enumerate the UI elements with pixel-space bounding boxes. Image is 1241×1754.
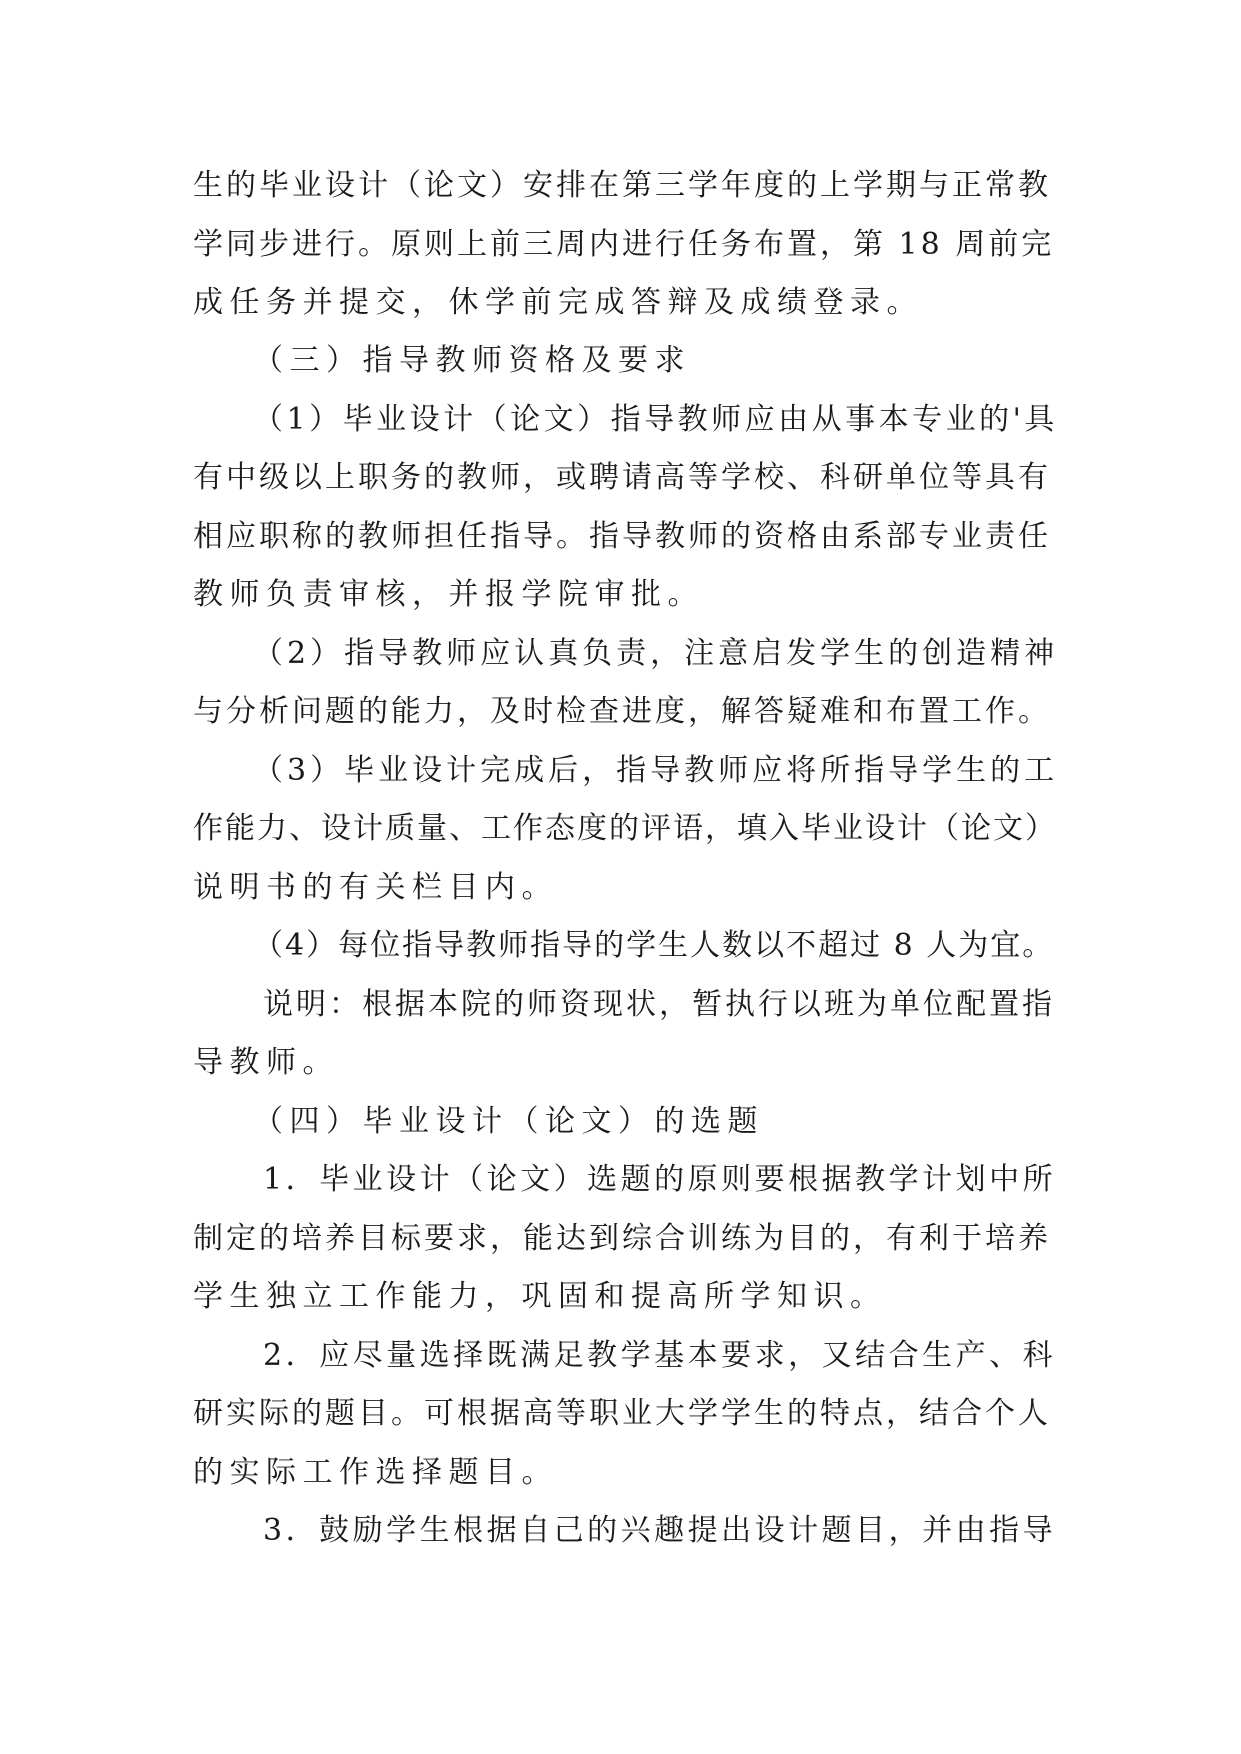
section-heading: （四）毕业设计（论文）的选题 [253, 1104, 764, 1139]
paragraph-line: 1．毕业设计（论文）选题的原则要根据教学计划中所 [263, 1162, 1057, 1197]
paragraph-line: （4）每位指导教师指导的学生人数以不超过 8 人为宜。 [253, 928, 1055, 963]
paragraph-line: （1）毕业设计（论文）指导教师应由从事本专业的'具 [253, 402, 1058, 437]
paragraph-line: 的实际工作选择题目。 [193, 1455, 558, 1490]
paragraph-line: 3．鼓励学生根据自己的兴趣提出设计题目，并由指导 [263, 1513, 1057, 1548]
paragraph-line: （3）毕业设计完成后，指导教师应将所指导学生的工 [253, 753, 1059, 788]
section-heading: （三）指导教师资格及要求 [253, 343, 691, 378]
paragraph-line: 相应职称的教师担任指导。指导教师的资格由系部专业责任 [193, 519, 1051, 554]
paragraph-line: 生的毕业设计（论文）安排在第三学年度的上学期与正常教 [193, 168, 1051, 203]
paragraph-line: （2）指导教师应认真负责，注意启发学生的创造精神 [253, 636, 1059, 671]
paragraph-line: 2．应尽量选择既满足教学基本要求，又结合生产、科 [263, 1338, 1057, 1373]
paragraph-line: 作能力、设计质量、工作态度的评语，填入毕业设计（论文） [193, 811, 1057, 846]
paragraph-line: 学同步进行。原则上前三周内进行任务布置，第 18 周前完 [193, 227, 1055, 262]
paragraph-line: 与分析问题的能力，及时检查进度，解答疑难和布置工作。 [193, 694, 1051, 729]
paragraph-line: 教师负责审核，并报学院审批。 [193, 577, 704, 612]
paragraph-line: 有中级以上职务的教师，或聘请高等学校、科研单位等具有 [193, 460, 1051, 495]
paragraph-line: 说明书的有关栏目内。 [193, 870, 558, 905]
paragraph-line: 学生独立工作能力，巩固和提高所学知识。 [193, 1279, 887, 1314]
paragraph-line: 说明：根据本院的师资现状，暂执行以班为单位配置指 [263, 987, 1055, 1022]
paragraph-line: 成任务并提交，休学前完成答辩及成绩登录。 [193, 285, 923, 320]
paragraph-line: 研实际的题目。可根据高等职业大学学生的特点，结合个人 [193, 1396, 1051, 1431]
paragraph-line: 导教师。 [193, 1045, 339, 1080]
paragraph-line: 制定的培养目标要求，能达到综合训练为目的，有利于培养 [193, 1221, 1051, 1256]
